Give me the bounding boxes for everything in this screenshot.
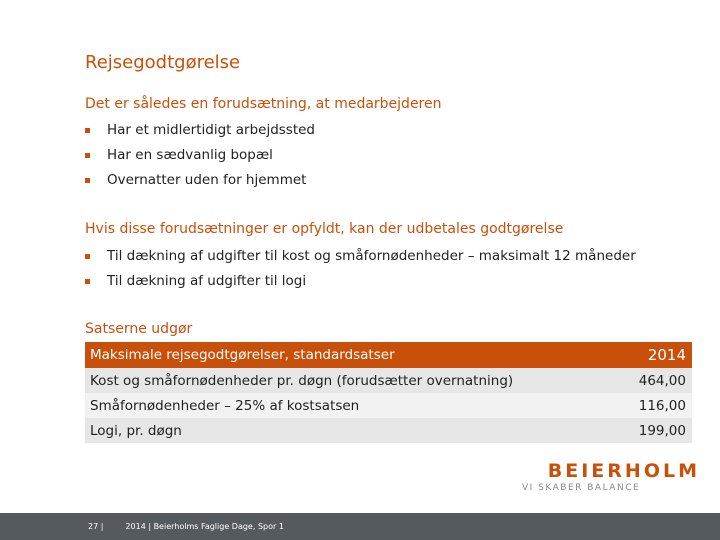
table-row [85, 393, 692, 418]
bullet-text: Til dækning af udgifter til logi [107, 273, 307, 289]
section-heading-conditions: Hvis disse forudsætninger er opfyldt, kan der udbetales godtgørelse [85, 221, 564, 237]
table-cell-label: Kost og småfornødenheder pr. døgn (forudsætter overnatning) [90, 372, 514, 389]
footer-text: 2014 | Beierholms Faglige Dage, Spor 1 [125, 522, 284, 531]
table-cell-value: 116,00 [638, 397, 686, 414]
table-header-year: 2014 [647, 346, 686, 364]
table-row [85, 368, 692, 393]
table-cell-value: 464,00 [638, 372, 686, 389]
bullet-text: Har et midlertidigt arbejdssted [107, 122, 316, 138]
bullet-icon [85, 279, 90, 284]
slide-title: Rejsegodtgørelse [85, 52, 241, 73]
bullet-item [85, 172, 306, 188]
bullet-icon [85, 178, 90, 183]
bullet-icon [85, 153, 90, 158]
table-cell-label: Småfornødenheder – 25% af kostsatsen [90, 397, 360, 414]
bullet-icon [85, 128, 90, 133]
logo-wordmark: BEIERHOLM [547, 460, 700, 482]
section-heading-rates: Satserne udgør [85, 321, 193, 337]
bullet-text: Har en sædvanlig bopæl [107, 147, 273, 163]
company-logo [520, 460, 700, 493]
logo-tagline: VI SKABER BALANCE [522, 483, 641, 493]
page-number: 27 | [88, 522, 104, 531]
bullet-item [85, 122, 315, 138]
rates-table [85, 342, 692, 443]
section-heading-prerequisites: Det er således en forudsætning, at medarbejderen [85, 96, 442, 112]
slide-footer [0, 513, 720, 540]
bullet-item [85, 147, 273, 163]
bullet-icon [85, 254, 90, 259]
table-cell-value: 199,00 [638, 422, 686, 439]
bullet-text: Overnatter uden for hjemmet [107, 172, 307, 188]
table-cell-label: Logi, pr. døgn [90, 422, 182, 439]
table-header-label: Maksimale rejsegodtgørelser, standardsatser [90, 347, 395, 363]
table-header-row [85, 342, 692, 368]
bullet-text: Til dækning af udgifter til kost og småfornødenheder – maksimalt 12 måneder [107, 248, 636, 264]
bullet-item [85, 273, 306, 289]
table-row [85, 418, 692, 443]
bullet-item [85, 248, 636, 264]
